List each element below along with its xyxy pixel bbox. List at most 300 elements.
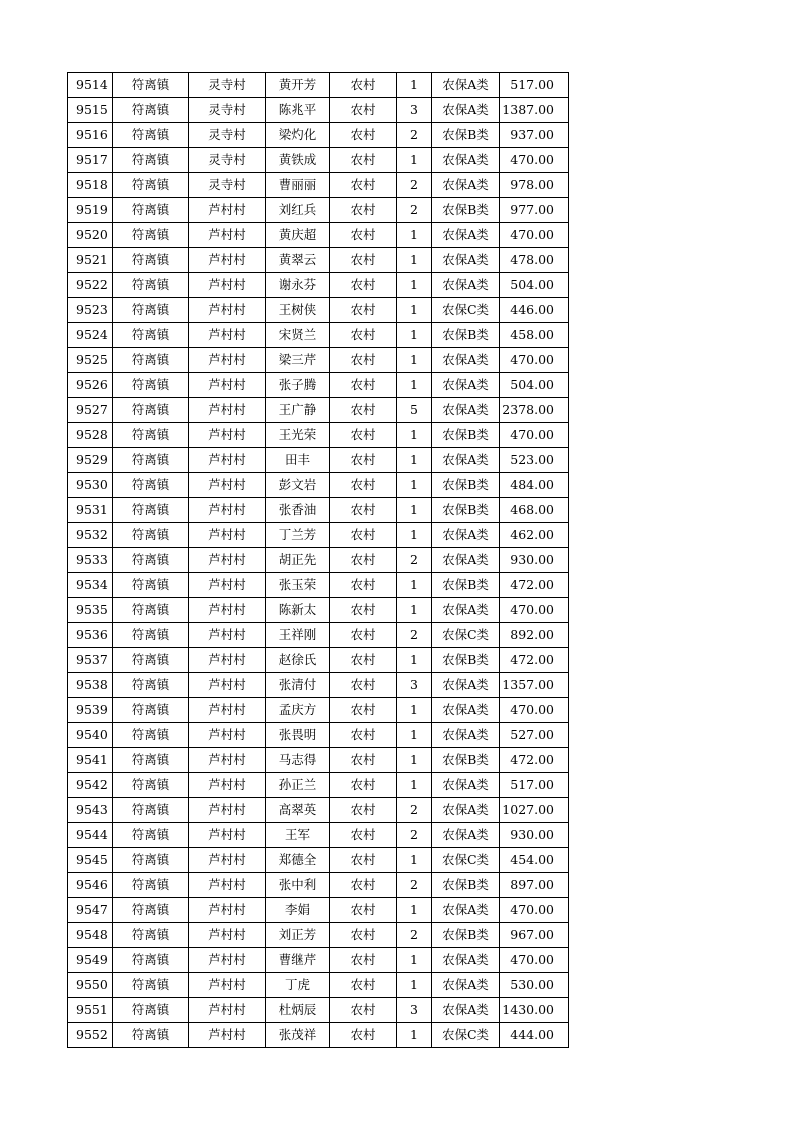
cell-household-type: 农村	[330, 573, 397, 598]
cell-record-id: 9524	[68, 323, 113, 348]
cell-amount: 468.00	[500, 498, 569, 523]
cell-category: 农保B类	[432, 473, 500, 498]
cell-name: 梁三芹	[266, 348, 330, 373]
cell-name: 陈兆平	[266, 98, 330, 123]
cell-household-type: 农村	[330, 498, 397, 523]
cell-member-count: 1	[397, 748, 432, 773]
cell-member-count: 2	[397, 873, 432, 898]
cell-name: 曹丽丽	[266, 173, 330, 198]
cell-name: 张畏明	[266, 723, 330, 748]
cell-village: 芦村村	[189, 798, 266, 823]
cell-record-id: 9521	[68, 248, 113, 273]
table-row	[68, 873, 569, 898]
cell-category: 农保A类	[432, 248, 500, 273]
cell-household-type: 农村	[330, 998, 397, 1023]
cell-town: 符离镇	[113, 773, 189, 798]
cell-village: 芦村村	[189, 723, 266, 748]
cell-town: 符离镇	[113, 273, 189, 298]
cell-town: 符离镇	[113, 648, 189, 673]
table-row	[68, 848, 569, 873]
cell-village: 芦村村	[189, 398, 266, 423]
cell-town: 符离镇	[113, 448, 189, 473]
cell-record-id: 9548	[68, 923, 113, 948]
table-row	[68, 473, 569, 498]
cell-amount: 930.00	[500, 548, 569, 573]
cell-record-id: 9526	[68, 373, 113, 398]
cell-record-id: 9523	[68, 298, 113, 323]
cell-category: 农保A类	[432, 698, 500, 723]
cell-category: 农保C类	[432, 1023, 500, 1048]
table-row	[68, 948, 569, 973]
cell-category: 农保A类	[432, 348, 500, 373]
cell-record-id: 9529	[68, 448, 113, 473]
table-row	[68, 348, 569, 373]
cell-member-count: 1	[397, 73, 432, 98]
cell-household-type: 农村	[330, 273, 397, 298]
cell-category: 农保A类	[432, 998, 500, 1023]
cell-record-id: 9514	[68, 73, 113, 98]
table-row	[68, 748, 569, 773]
cell-household-type: 农村	[330, 948, 397, 973]
cell-member-count: 1	[397, 598, 432, 623]
cell-village: 芦村村	[189, 373, 266, 398]
cell-category: 农保B类	[432, 423, 500, 448]
cell-household-type: 农村	[330, 598, 397, 623]
cell-village: 灵寺村	[189, 73, 266, 98]
table-row	[68, 973, 569, 998]
cell-amount: 470.00	[500, 348, 569, 373]
cell-category: 农保A类	[432, 148, 500, 173]
cell-member-count: 1	[397, 723, 432, 748]
cell-category: 农保C类	[432, 298, 500, 323]
cell-category: 农保B类	[432, 123, 500, 148]
cell-member-count: 2	[397, 623, 432, 648]
table-row	[68, 223, 569, 248]
cell-name: 刘正芳	[266, 923, 330, 948]
cell-record-id: 9530	[68, 473, 113, 498]
cell-amount: 470.00	[500, 898, 569, 923]
cell-category: 农保A类	[432, 723, 500, 748]
cell-member-count: 1	[397, 298, 432, 323]
cell-name: 黄庆超	[266, 223, 330, 248]
cell-category: 农保A类	[432, 523, 500, 548]
cell-category: 农保A类	[432, 98, 500, 123]
cell-village: 芦村村	[189, 473, 266, 498]
cell-town: 符离镇	[113, 698, 189, 723]
cell-town: 符离镇	[113, 173, 189, 198]
cell-member-count: 3	[397, 673, 432, 698]
table-row	[68, 273, 569, 298]
cell-amount: 470.00	[500, 423, 569, 448]
cell-village: 芦村村	[189, 773, 266, 798]
table-row	[68, 373, 569, 398]
cell-category: 农保A类	[432, 898, 500, 923]
table-row	[68, 248, 569, 273]
cell-name: 孟庆方	[266, 698, 330, 723]
cell-category: 农保A类	[432, 398, 500, 423]
cell-member-count: 2	[397, 173, 432, 198]
cell-household-type: 农村	[330, 323, 397, 348]
cell-town: 符离镇	[113, 598, 189, 623]
cell-category: 农保B类	[432, 648, 500, 673]
table-row	[68, 148, 569, 173]
cell-category: 农保B类	[432, 198, 500, 223]
cell-name: 陈新太	[266, 598, 330, 623]
cell-amount: 527.00	[500, 723, 569, 748]
cell-amount: 470.00	[500, 223, 569, 248]
cell-village: 芦村村	[189, 1023, 266, 1048]
cell-town: 符离镇	[113, 798, 189, 823]
cell-name: 王广静	[266, 398, 330, 423]
cell-name: 张香油	[266, 498, 330, 523]
table-row	[68, 1023, 569, 1048]
cell-member-count: 1	[397, 473, 432, 498]
cell-amount: 470.00	[500, 698, 569, 723]
cell-village: 芦村村	[189, 948, 266, 973]
cell-record-id: 9539	[68, 698, 113, 723]
cell-village: 芦村村	[189, 873, 266, 898]
cell-amount: 470.00	[500, 948, 569, 973]
cell-household-type: 农村	[330, 73, 397, 98]
table-row	[68, 998, 569, 1023]
cell-category: 农保B类	[432, 573, 500, 598]
cell-household-type: 农村	[330, 923, 397, 948]
cell-town: 符离镇	[113, 248, 189, 273]
table-row	[68, 498, 569, 523]
cell-member-count: 1	[397, 223, 432, 248]
cell-village: 芦村村	[189, 423, 266, 448]
cell-name: 丁兰芳	[266, 523, 330, 548]
cell-household-type: 农村	[330, 723, 397, 748]
cell-member-count: 2	[397, 198, 432, 223]
cell-town: 符离镇	[113, 848, 189, 873]
cell-record-id: 9519	[68, 198, 113, 223]
cell-name: 孙正兰	[266, 773, 330, 798]
cell-record-id: 9549	[68, 948, 113, 973]
cell-name: 张茂祥	[266, 1023, 330, 1048]
cell-category: 农保A类	[432, 673, 500, 698]
cell-village: 芦村村	[189, 598, 266, 623]
cell-name: 胡正先	[266, 548, 330, 573]
cell-name: 张中利	[266, 873, 330, 898]
cell-town: 符离镇	[113, 523, 189, 548]
cell-member-count: 1	[397, 523, 432, 548]
cell-member-count: 3	[397, 98, 432, 123]
cell-town: 符离镇	[113, 573, 189, 598]
cell-village: 芦村村	[189, 698, 266, 723]
cell-record-id: 9533	[68, 548, 113, 573]
cell-village: 芦村村	[189, 748, 266, 773]
cell-town: 符离镇	[113, 673, 189, 698]
cell-name: 王光荣	[266, 423, 330, 448]
table-row	[68, 323, 569, 348]
cell-amount: 930.00	[500, 823, 569, 848]
cell-category: 农保A类	[432, 373, 500, 398]
cell-member-count: 1	[397, 648, 432, 673]
cell-member-count: 1	[397, 348, 432, 373]
cell-amount: 937.00	[500, 123, 569, 148]
cell-category: 农保A类	[432, 223, 500, 248]
cell-category: 农保B类	[432, 923, 500, 948]
cell-amount: 1357.00	[500, 673, 569, 698]
cell-name: 宋贤兰	[266, 323, 330, 348]
cell-member-count: 1	[397, 698, 432, 723]
cell-amount: 470.00	[500, 148, 569, 173]
cell-category: 农保A类	[432, 273, 500, 298]
table-row	[68, 623, 569, 648]
table-row	[68, 723, 569, 748]
cell-amount: 504.00	[500, 373, 569, 398]
table-row	[68, 573, 569, 598]
table-row	[68, 398, 569, 423]
table-row	[68, 923, 569, 948]
cell-category: 农保A类	[432, 73, 500, 98]
cell-village: 芦村村	[189, 323, 266, 348]
roster-table	[67, 72, 569, 1048]
cell-record-id: 9518	[68, 173, 113, 198]
cell-name: 张玉荣	[266, 573, 330, 598]
cell-town: 符离镇	[113, 198, 189, 223]
cell-name: 曹继芹	[266, 948, 330, 973]
cell-member-count: 5	[397, 398, 432, 423]
cell-member-count: 1	[397, 248, 432, 273]
cell-record-id: 9528	[68, 423, 113, 448]
cell-village: 芦村村	[189, 448, 266, 473]
cell-town: 符离镇	[113, 98, 189, 123]
cell-amount: 472.00	[500, 573, 569, 598]
cell-town: 符离镇	[113, 148, 189, 173]
cell-name: 李娟	[266, 898, 330, 923]
cell-name: 刘红兵	[266, 198, 330, 223]
cell-amount: 2378.00	[500, 398, 569, 423]
cell-member-count: 1	[397, 1023, 432, 1048]
cell-household-type: 农村	[330, 373, 397, 398]
cell-member-count: 2	[397, 823, 432, 848]
cell-name: 谢永芬	[266, 273, 330, 298]
cell-amount: 454.00	[500, 848, 569, 873]
cell-name: 赵徐氏	[266, 648, 330, 673]
cell-amount: 530.00	[500, 973, 569, 998]
cell-name: 杜炳辰	[266, 998, 330, 1023]
cell-category: 农保B类	[432, 748, 500, 773]
cell-village: 芦村村	[189, 973, 266, 998]
cell-household-type: 农村	[330, 898, 397, 923]
cell-amount: 458.00	[500, 323, 569, 348]
table-row	[68, 298, 569, 323]
cell-household-type: 农村	[330, 698, 397, 723]
cell-record-id: 9552	[68, 1023, 113, 1048]
cell-village: 芦村村	[189, 198, 266, 223]
cell-town: 符离镇	[113, 973, 189, 998]
cell-household-type: 农村	[330, 623, 397, 648]
cell-member-count: 1	[397, 848, 432, 873]
cell-town: 符离镇	[113, 823, 189, 848]
cell-village: 芦村村	[189, 848, 266, 873]
cell-town: 符离镇	[113, 998, 189, 1023]
cell-town: 符离镇	[113, 748, 189, 773]
cell-category: 农保B类	[432, 873, 500, 898]
cell-village: 芦村村	[189, 923, 266, 948]
cell-name: 梁灼化	[266, 123, 330, 148]
cell-amount: 892.00	[500, 623, 569, 648]
cell-member-count: 1	[397, 573, 432, 598]
cell-member-count: 1	[397, 898, 432, 923]
cell-village: 芦村村	[189, 648, 266, 673]
cell-record-id: 9538	[68, 673, 113, 698]
cell-household-type: 农村	[330, 973, 397, 998]
table-row	[68, 173, 569, 198]
cell-category: 农保A类	[432, 548, 500, 573]
cell-category: 农保A类	[432, 173, 500, 198]
cell-member-count: 3	[397, 998, 432, 1023]
cell-member-count: 1	[397, 498, 432, 523]
cell-town: 符离镇	[113, 623, 189, 648]
table-row	[68, 73, 569, 98]
cell-town: 符离镇	[113, 373, 189, 398]
cell-member-count: 2	[397, 798, 432, 823]
roster-body	[68, 73, 569, 1048]
cell-village: 芦村村	[189, 823, 266, 848]
cell-amount: 478.00	[500, 248, 569, 273]
cell-village: 芦村村	[189, 898, 266, 923]
cell-village: 芦村村	[189, 673, 266, 698]
cell-village: 灵寺村	[189, 148, 266, 173]
cell-amount: 470.00	[500, 598, 569, 623]
cell-village: 芦村村	[189, 298, 266, 323]
cell-record-id: 9516	[68, 123, 113, 148]
cell-village: 芦村村	[189, 498, 266, 523]
cell-record-id: 9531	[68, 498, 113, 523]
cell-town: 符离镇	[113, 123, 189, 148]
cell-record-id: 9520	[68, 223, 113, 248]
table-row	[68, 898, 569, 923]
cell-record-id: 9532	[68, 523, 113, 548]
cell-household-type: 农村	[330, 798, 397, 823]
cell-name: 王树侠	[266, 298, 330, 323]
cell-village: 芦村村	[189, 273, 266, 298]
cell-amount: 472.00	[500, 748, 569, 773]
table-row	[68, 198, 569, 223]
cell-household-type: 农村	[330, 223, 397, 248]
cell-amount: 484.00	[500, 473, 569, 498]
cell-household-type: 农村	[330, 523, 397, 548]
cell-category: 农保A类	[432, 773, 500, 798]
cell-record-id: 9534	[68, 573, 113, 598]
cell-record-id: 9544	[68, 823, 113, 848]
cell-member-count: 1	[397, 148, 432, 173]
cell-town: 符离镇	[113, 298, 189, 323]
cell-member-count: 2	[397, 923, 432, 948]
cell-household-type: 农村	[330, 423, 397, 448]
cell-member-count: 1	[397, 373, 432, 398]
cell-category: 农保A类	[432, 598, 500, 623]
cell-name: 彭文岩	[266, 473, 330, 498]
table-row	[68, 698, 569, 723]
cell-village: 芦村村	[189, 523, 266, 548]
cell-town: 符离镇	[113, 223, 189, 248]
cell-amount: 1387.00	[500, 98, 569, 123]
cell-household-type: 农村	[330, 648, 397, 673]
cell-town: 符离镇	[113, 398, 189, 423]
cell-household-type: 农村	[330, 673, 397, 698]
cell-amount: 967.00	[500, 923, 569, 948]
cell-town: 符离镇	[113, 323, 189, 348]
cell-amount: 523.00	[500, 448, 569, 473]
cell-household-type: 农村	[330, 548, 397, 573]
table-row	[68, 798, 569, 823]
cell-village: 芦村村	[189, 998, 266, 1023]
cell-amount: 462.00	[500, 523, 569, 548]
cell-member-count: 1	[397, 323, 432, 348]
cell-household-type: 农村	[330, 823, 397, 848]
table-row	[68, 523, 569, 548]
cell-amount: 977.00	[500, 198, 569, 223]
cell-member-count: 1	[397, 973, 432, 998]
cell-name: 高翠英	[266, 798, 330, 823]
cell-amount: 472.00	[500, 648, 569, 673]
cell-amount: 978.00	[500, 173, 569, 198]
cell-town: 符离镇	[113, 73, 189, 98]
table-row	[68, 673, 569, 698]
cell-name: 黄翠云	[266, 248, 330, 273]
table-row	[68, 773, 569, 798]
cell-name: 郑德全	[266, 848, 330, 873]
cell-name: 王军	[266, 823, 330, 848]
cell-household-type: 农村	[330, 298, 397, 323]
cell-household-type: 农村	[330, 248, 397, 273]
cell-village: 灵寺村	[189, 98, 266, 123]
cell-record-id: 9547	[68, 898, 113, 923]
cell-record-id: 9535	[68, 598, 113, 623]
cell-village: 芦村村	[189, 248, 266, 273]
cell-category: 农保B类	[432, 498, 500, 523]
cell-record-id: 9551	[68, 998, 113, 1023]
cell-town: 符离镇	[113, 473, 189, 498]
table-row	[68, 448, 569, 473]
cell-household-type: 农村	[330, 848, 397, 873]
cell-town: 符离镇	[113, 948, 189, 973]
cell-town: 符离镇	[113, 423, 189, 448]
cell-member-count: 1	[397, 448, 432, 473]
cell-household-type: 农村	[330, 448, 397, 473]
cell-town: 符离镇	[113, 873, 189, 898]
cell-category: 农保A类	[432, 448, 500, 473]
cell-village: 灵寺村	[189, 123, 266, 148]
cell-member-count: 1	[397, 273, 432, 298]
cell-village: 芦村村	[189, 623, 266, 648]
cell-member-count: 1	[397, 423, 432, 448]
cell-name: 丁虎	[266, 973, 330, 998]
cell-name: 田丰	[266, 448, 330, 473]
cell-name: 黄开芳	[266, 73, 330, 98]
cell-member-count: 2	[397, 123, 432, 148]
cell-household-type: 农村	[330, 873, 397, 898]
table-row	[68, 823, 569, 848]
cell-household-type: 农村	[330, 123, 397, 148]
cell-record-id: 9536	[68, 623, 113, 648]
cell-amount: 504.00	[500, 273, 569, 298]
table-row	[68, 123, 569, 148]
cell-household-type: 农村	[330, 1023, 397, 1048]
cell-record-id: 9541	[68, 748, 113, 773]
cell-record-id: 9546	[68, 873, 113, 898]
cell-amount: 444.00	[500, 1023, 569, 1048]
cell-town: 符离镇	[113, 548, 189, 573]
cell-village: 芦村村	[189, 573, 266, 598]
cell-town: 符离镇	[113, 723, 189, 748]
cell-amount: 1430.00	[500, 998, 569, 1023]
cell-household-type: 农村	[330, 473, 397, 498]
